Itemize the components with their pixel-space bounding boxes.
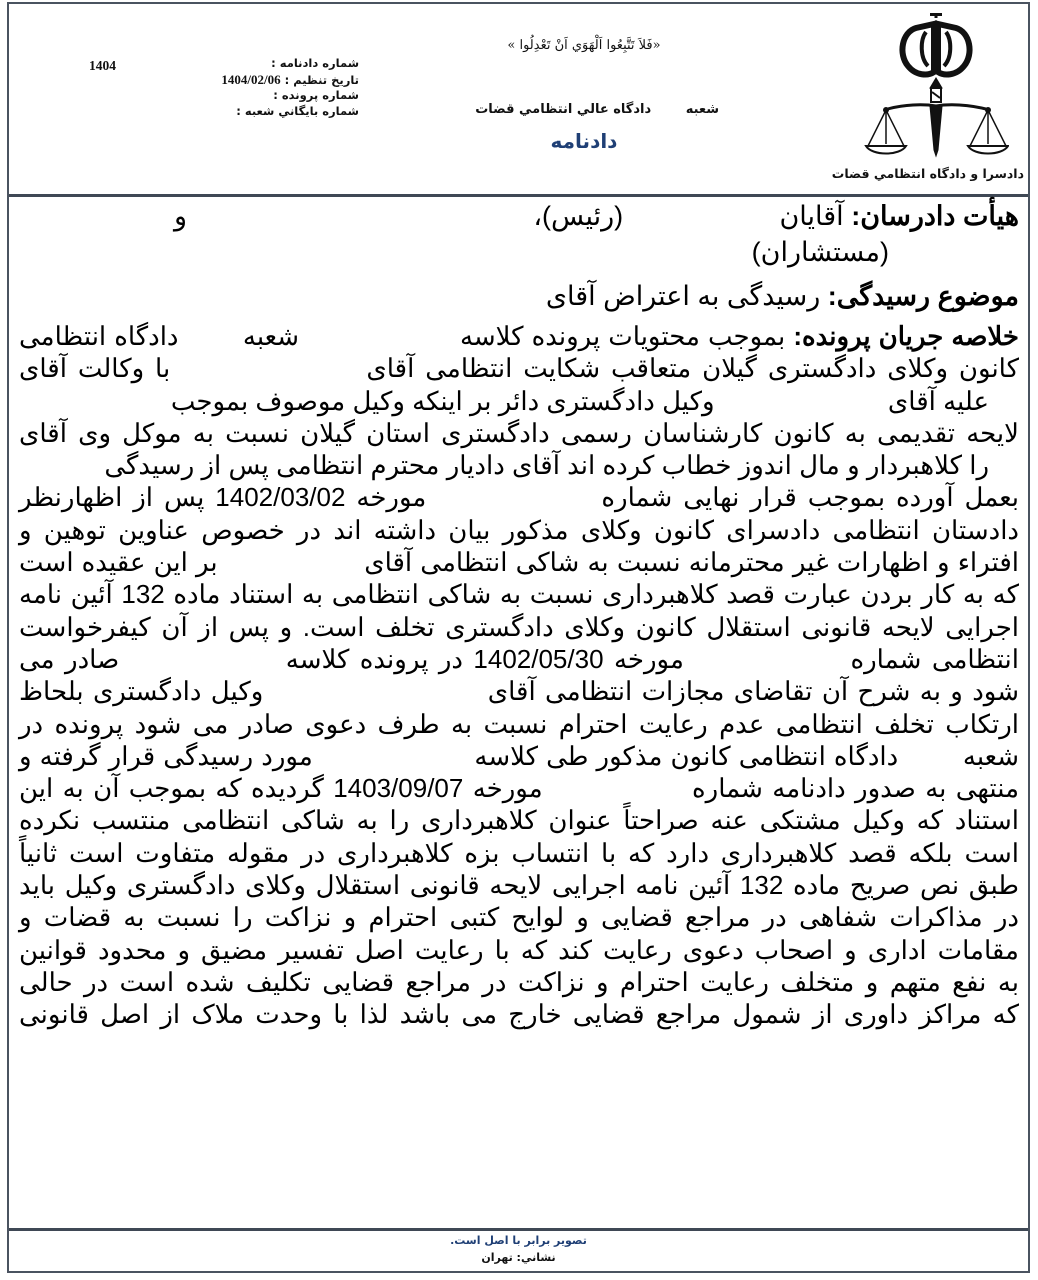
- panel-label: هیأت دادرسان:: [851, 201, 1019, 231]
- panel-line: [19, 200, 1019, 236]
- summary-line: [19, 675, 1019, 707]
- summary-text: علیه آقای وکیل دادگستری دائر بر اینکه وکیل موصوف بموجب: [170, 385, 989, 416]
- summary-text: است بلکه قصد کلاهبرداری دارد که با انتساب بزه کلاهبرداری در مقوله متفاوت است ثانیاً: [19, 837, 1019, 868]
- summary-text: طبق نص صریح ماده 132 آئین نامه اجرایی لایحه قانونی استقلال وکلای دادگستری وکیل باید: [19, 870, 1019, 901]
- summary-line: [19, 772, 1019, 804]
- issue-date-row: [184, 72, 359, 89]
- panel-and: و: [174, 201, 188, 231]
- summary-text: که مراکز داوری از شمول مراجع قضایی خارج می باشد لذا با وحدت ملاک از اصل قانونی: [19, 999, 1019, 1030]
- footer-divider: [9, 1228, 1028, 1231]
- summary-line: [19, 514, 1019, 546]
- subject-line: [19, 272, 1019, 320]
- summary-line: [19, 546, 1019, 578]
- summary-label: خلاصه جریان پرونده:: [785, 321, 1019, 351]
- issue-date-value: 1404/02/06: [221, 71, 281, 87]
- summary-text: انتظامی شماره مورخه 1402/05/30 در پرونده کلاسه صادر می: [19, 643, 1019, 674]
- summary-line: [19, 385, 1019, 417]
- summary-line: [19, 708, 1019, 740]
- summary-text: شعبه دادگاه انتظامی کانون مذکور طی کلاسه مورد رسیدگی قرار گرفته و: [19, 740, 1019, 771]
- summary-line: [19, 804, 1019, 836]
- summary-text: در مذاکرات شفاهی در مراجع قضایی و لوایح کتبی احترام و نزاکت را نسبت به قضات و: [19, 902, 1019, 933]
- document-footer: [9, 1232, 1028, 1266]
- summary-line: [19, 481, 1019, 513]
- certified-copy-note: تصوير برابر با اصل است.: [450, 1234, 587, 1247]
- summary-line: [19, 352, 1019, 384]
- summary-text: افتراء و اظهارات غیر محترمانه نسبت به شاکی انتظامی آقای بر این عقیده است: [19, 547, 1019, 578]
- ruling-number-value: 1404: [89, 58, 116, 73]
- document-body: [19, 200, 1019, 1031]
- panel-title: آقایان: [779, 201, 844, 231]
- summary-text: به نفع متهم و متخلف رعایت احترام و نزاکت در مراجع قضایی تکلیف شده است در حالی: [19, 966, 1019, 997]
- summary-line: [19, 998, 1019, 1030]
- summary-text: کانون وکلای دادگستری گیلان متعاقب شکایت انتظامی آقای با وکالت آقای: [19, 353, 1019, 384]
- subject-label: موضوع رسیدگی:: [827, 281, 1019, 311]
- summary-text: اجرایی لایحه قانونی استقلال کانون وکلای دادگستری تخلف است. و پس از آن کیفرخواست: [19, 611, 1019, 642]
- summary-line: [19, 611, 1019, 643]
- summary-line: [19, 740, 1019, 772]
- summary-line: [19, 643, 1019, 675]
- summary-line: [19, 320, 1019, 352]
- summary-text: منتهی به صدور دادنامه شماره مورخه 1403/09/07 گردیده که بموجب آن به این: [19, 773, 1020, 804]
- summary-line: [19, 449, 1019, 481]
- summary-text: را کلاهبردار و مال اندوز خطاب کرده اند آقای دادیار محترم انتظامی پس از رسیدگی: [104, 450, 989, 481]
- iran-emblem-scales-of-justice-icon: [864, 10, 1009, 160]
- document-title: دادنامه: [550, 129, 618, 153]
- summary-text: دادستان انتظامی دادسرای کانون وکلای مذکور بیان داشته اند در خصوص عناوین توهین و: [19, 514, 1019, 545]
- summary-line: [19, 934, 1019, 966]
- summary-text: شود و به شرح آن تقاضای مجازات انتظامی آقای وکیل دادگستری بلحاظ: [19, 676, 1019, 707]
- ruling-number-label: شماره دادنامه :: [271, 56, 359, 70]
- panel-chair: (رئیس)،: [533, 201, 624, 231]
- summary-line: [19, 901, 1019, 933]
- address-line: نشاني: تهران: [481, 1251, 556, 1264]
- document-meta: [184, 56, 359, 119]
- subject-text: رسیدگی به اعتراض آقای: [545, 281, 821, 311]
- summary-text: بعمل آورده بموجب قرار نهایی شماره مورخه 1402/03/02 پس از اظهارنظر: [19, 482, 1020, 513]
- summary-text: بموجب محتویات پرونده کلاسه شعبه دادگاه انتظامی: [19, 321, 786, 351]
- document-frame: [7, 2, 1030, 1273]
- summary-line: [19, 837, 1019, 869]
- summary-text: مقامات اداری و اصحاب دعوی رعایت کند که با رعایت اصل تفسیر مضیق و محدود قوانین: [19, 934, 1019, 965]
- quran-motto: «فَلاَ تَتَّبِعُوا اَلْهَوَي اَنْ تَعْدِلُوا »: [507, 38, 661, 53]
- summary-text: ارتکاب تخلف انتظامی عدم رعایت احترام نسبت به طرف دعوی صادر می شود پرونده در: [19, 708, 1019, 739]
- court-name: دادگاه عالي انتظامي قضات: [475, 102, 652, 117]
- summary-line: [19, 966, 1019, 998]
- case-summary: [19, 320, 1019, 1031]
- court-heading: [449, 102, 719, 117]
- summary-text: استناد که وکیل مشتکی عنه صراحتاً عنوان کلاهبرداری را به شاکی انتظامی منتسب نکرده: [19, 805, 1019, 836]
- court-branch-label: شعبه: [685, 102, 719, 117]
- case-number-label: شماره پرونده :: [273, 88, 359, 102]
- panel-heading: [779, 200, 1019, 236]
- emblem-caption: دادسرا و دادگاه انتظامي قضات: [831, 166, 1024, 181]
- summary-line: [19, 578, 1019, 610]
- summary-text: لایحه تقدیمی به کانون کارشناسان رسمی دادگستری استان گیلان نسبت به موکل وی آقای: [19, 417, 1020, 448]
- summary-line: [19, 417, 1019, 449]
- archive-number-label: شماره بايگاني شعبه :: [236, 103, 359, 118]
- summary-text: که به کار بردن عبارت قصد کلاهبرداری نسبت به شاکی انتظامی به استناد ماده 132 آئین نامه: [19, 579, 1019, 610]
- summary-line: [19, 869, 1019, 901]
- panel-counsellors: (مستشاران): [751, 237, 889, 267]
- document-header: [9, 4, 1028, 194]
- header-divider: [9, 194, 1028, 197]
- issue-date-label: تاريخ تنظيم :: [284, 72, 359, 87]
